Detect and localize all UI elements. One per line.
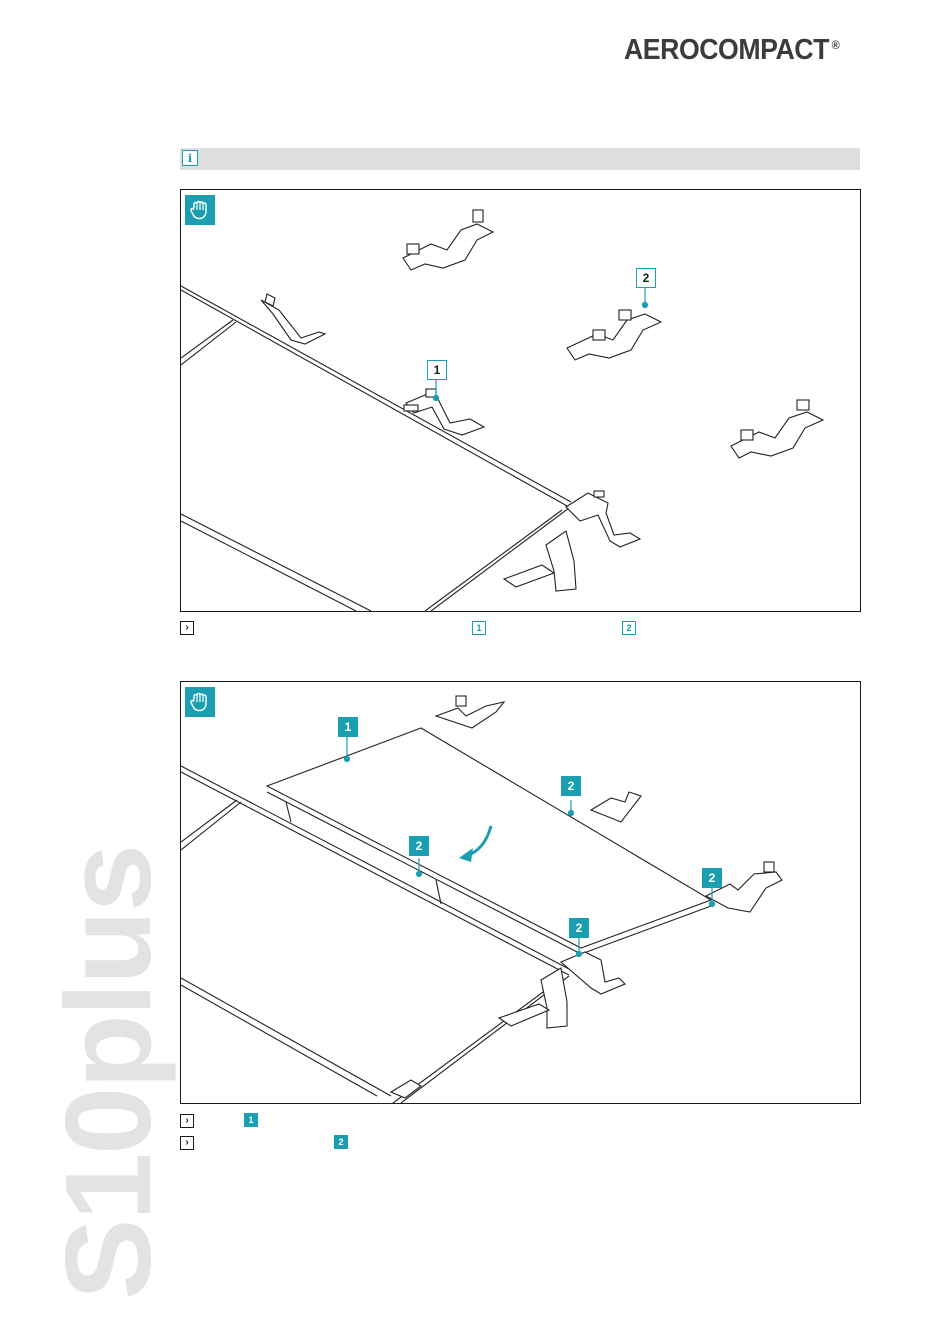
product-watermark: S10plus	[40, 846, 176, 1300]
figure-2-drawing	[181, 682, 860, 1103]
step-ref-1: 1	[244, 1113, 258, 1127]
figure-2-panel	[180, 681, 861, 1104]
brand-name: AEROCOMPACT	[624, 34, 829, 66]
chevron-right-icon: ›	[180, 1136, 194, 1150]
hand-grip-icon	[185, 195, 215, 225]
chevron-right-icon: ›	[180, 621, 194, 635]
figure-1-drawing	[181, 190, 860, 611]
info-bar	[180, 148, 860, 170]
callout-2: 2	[636, 268, 656, 288]
info-icon: i	[182, 150, 198, 166]
brand-logo	[624, 34, 839, 67]
callout-2: 2	[702, 868, 722, 888]
callout-2: 2	[569, 918, 589, 938]
step-ref-2: 2	[334, 1135, 348, 1149]
step-ref-2: 2	[622, 621, 636, 635]
callout-1: 1	[338, 717, 358, 737]
hand-grip-icon	[185, 687, 215, 717]
callout-1: 1	[427, 360, 447, 380]
registered-mark: ®	[831, 38, 840, 52]
chevron-right-icon: ›	[180, 1114, 194, 1128]
figure-1-panel	[180, 189, 861, 612]
callout-2: 2	[409, 836, 429, 856]
step-ref-1: 1	[472, 621, 486, 635]
callout-2: 2	[561, 776, 581, 796]
